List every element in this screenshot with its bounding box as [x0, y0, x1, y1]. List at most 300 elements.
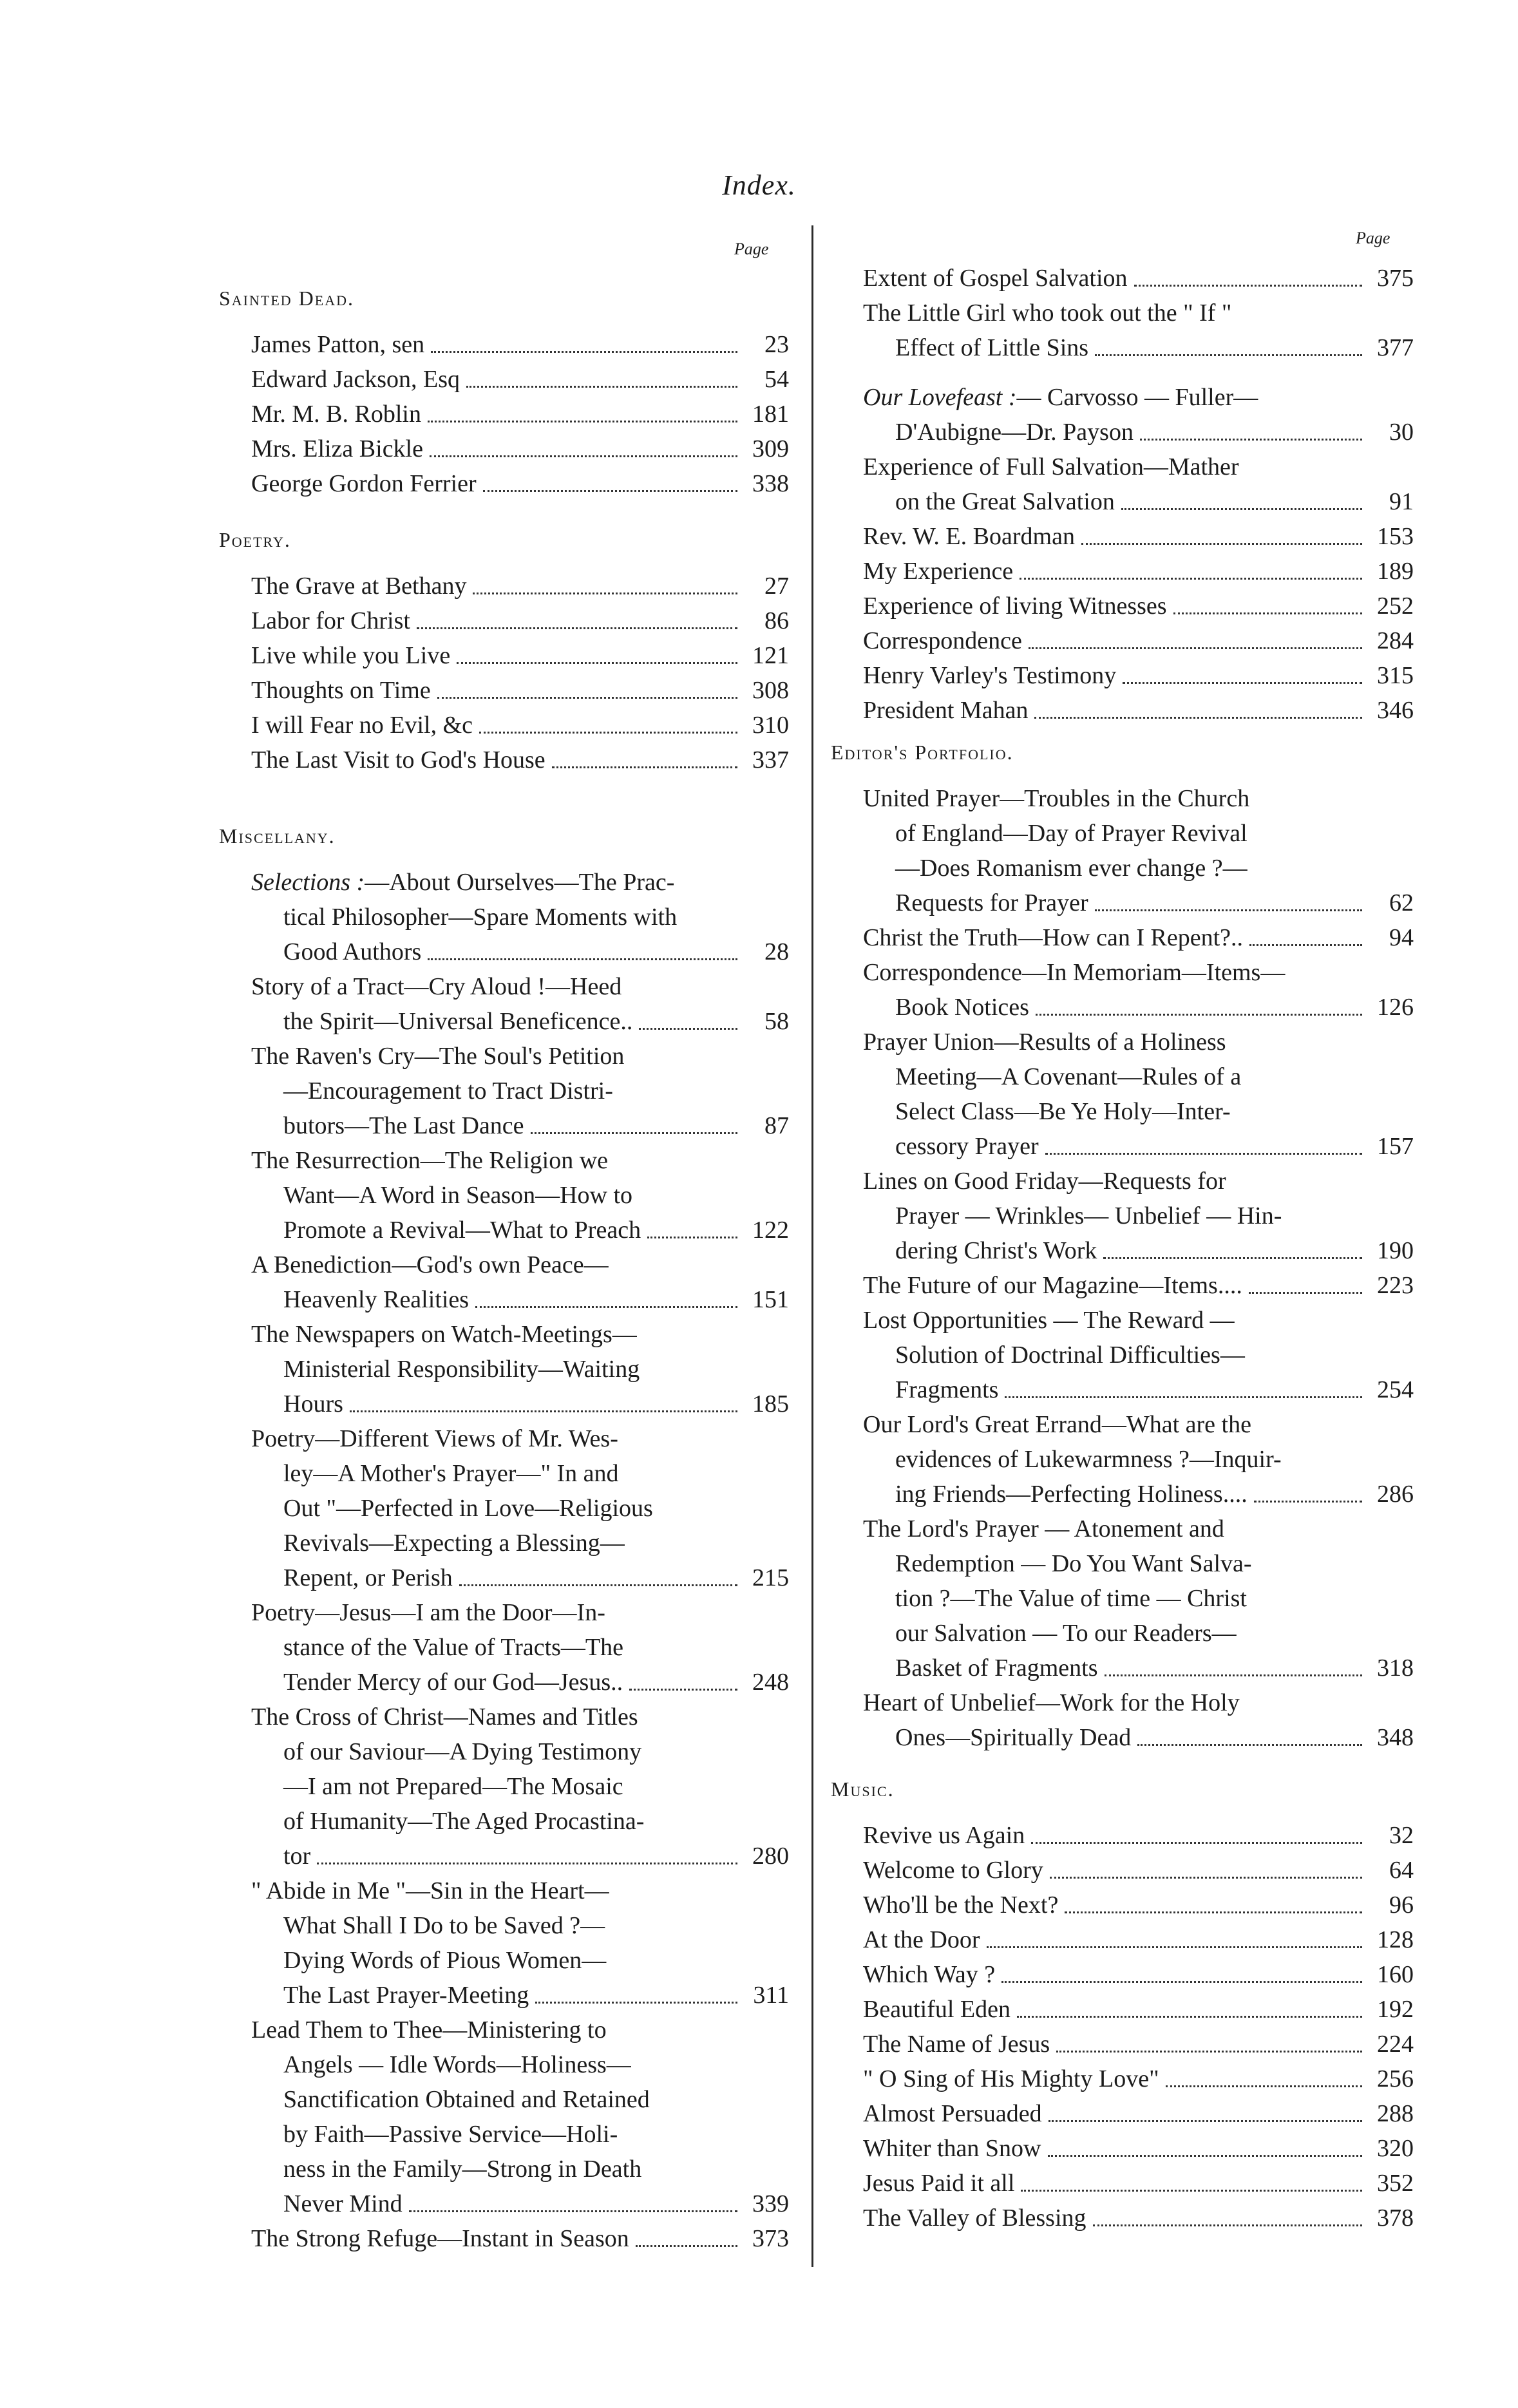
entry-line: [863, 623, 1414, 658]
index-entry: [219, 569, 789, 603]
index-entry: [219, 1700, 789, 1873]
section-editors-portfolio: [831, 741, 1414, 1755]
entry-line: [251, 2186, 789, 2221]
entry-line: [863, 330, 1414, 365]
entry-line: [251, 1769, 789, 1804]
entry-text: our Salvation — To our Readers—: [895, 1620, 1237, 1647]
entry-title: " O Sing of His Mighty Love": [863, 2065, 1159, 2092]
entry-line: [251, 1178, 789, 1213]
entry-title: Jesus Paid it all: [863, 2170, 1015, 2197]
entry-text: Effect of Little Sins: [895, 334, 1089, 361]
entry-text: the Spirit—Universal Beneficence..: [283, 1008, 633, 1035]
entry-list: [831, 1818, 1414, 2235]
dot-leader: [1050, 1877, 1362, 1879]
entry-line: [863, 1199, 1414, 1233]
entry-line: [863, 589, 1414, 623]
entry-line: [251, 1839, 789, 1873]
dot-leader: [473, 593, 737, 594]
page-number: 352: [1377, 2170, 1414, 2197]
page-number: 248: [752, 1669, 789, 1696]
entry-line: [251, 1317, 789, 1352]
entry-line: [251, 1491, 789, 1526]
dot-leader: [1137, 1744, 1362, 1746]
page-number: 378: [1377, 2204, 1414, 2232]
dot-leader: [1166, 2085, 1362, 2087]
entry-line: [251, 1560, 789, 1595]
column-divider: [811, 225, 813, 2267]
dot-leader: [466, 386, 737, 388]
dot-leader: [1045, 1153, 1362, 1155]
entry-text: Meeting—A Covenant—Rules of a: [895, 1063, 1242, 1090]
dot-leader: [987, 1946, 1362, 1948]
entry-line: [863, 1581, 1414, 1616]
entry-line: [251, 1978, 789, 2013]
dot-leader: [629, 1689, 737, 1691]
entry-line: [863, 261, 1414, 296]
page-number: 86: [764, 607, 789, 634]
dot-leader: [350, 1410, 737, 1412]
page-number: 91: [1389, 488, 1414, 515]
entry-line: [251, 1630, 789, 1665]
entry-text: butors—The Last Dance: [283, 1112, 524, 1139]
entry-line: [863, 296, 1414, 330]
entry-line: [863, 415, 1414, 450]
page-number: 338: [752, 470, 789, 497]
entry-text: Redemption — Do You Want Salva-: [895, 1550, 1252, 1577]
entry-line: [251, 1074, 789, 1108]
entry-text: —I am not Prepared—The Mosaic: [283, 1773, 623, 1800]
dot-leader: [1048, 2120, 1362, 2122]
index-entry: [831, 1303, 1414, 1407]
page-number: 185: [752, 1390, 789, 1417]
page-number: 375: [1377, 265, 1414, 292]
entry-list: [831, 781, 1414, 1755]
dot-leader: [1095, 909, 1362, 911]
entry-text: on the Great Salvation: [895, 488, 1115, 515]
entry-text: Lines on Good Friday—Requests for: [863, 1168, 1226, 1195]
dot-leader: [636, 2245, 737, 2247]
entry-text: Requests for Prayer: [895, 889, 1088, 916]
entry-title: At the Door: [863, 1926, 980, 1953]
entry-line: [251, 1908, 789, 1943]
entry-line: [251, 2152, 789, 2186]
dot-leader: [1134, 285, 1362, 287]
entry-line: [863, 1685, 1414, 1720]
index-entry: [831, 589, 1414, 623]
page-number: 160: [1377, 1961, 1414, 1988]
entry-line: [251, 1700, 789, 1734]
entry-line: [251, 1247, 789, 1282]
dot-leader: [1005, 1396, 1362, 1398]
entry-line: [251, 2117, 789, 2152]
entry-text: Revivals—Expecting a Blessing—: [283, 1530, 625, 1557]
index-entry: [831, 1957, 1414, 1992]
page-number: 192: [1377, 1996, 1414, 2023]
entry-text: Tender Mercy of our God—Jesus..: [283, 1669, 623, 1696]
dot-leader: [1249, 1292, 1362, 1294]
entry-title: Mr. M. B. Roblin: [251, 401, 421, 428]
entry-text: Experience of Full Salvation—Mather: [863, 453, 1239, 480]
section-title: Editor's Portfolio.: [831, 741, 1014, 764]
entry-text: evidences of Lukewarmness ?—Inquir-: [895, 1446, 1282, 1473]
section-top-entries: [831, 261, 1414, 365]
dot-leader: [1081, 543, 1362, 545]
entry-title: Welcome to Glory: [863, 1857, 1043, 1884]
entry-list: [831, 261, 1414, 365]
dot-leader: [1105, 1674, 1362, 1676]
entry-line: [863, 1233, 1414, 1268]
dot-leader: [417, 627, 737, 629]
index-entry: [831, 2062, 1414, 2096]
entry-text: The Newspapers on Watch-Meetings—: [251, 1321, 637, 1348]
entry-line: [251, 1804, 789, 1839]
page-number: 339: [752, 2190, 789, 2217]
entry-line: [863, 1616, 1414, 1651]
index-entry: [831, 1685, 1414, 1755]
entry-text: Solution of Doctrinal Difficulties—: [895, 1341, 1245, 1369]
index-entry: [219, 466, 789, 501]
entry-line: [251, 934, 789, 969]
page-number: 284: [1377, 627, 1414, 654]
dot-leader: [1001, 1981, 1362, 1983]
entry-line: [251, 2221, 789, 2256]
page-column-label: Page: [734, 240, 769, 258]
page-number: 348: [1377, 1724, 1414, 1751]
index-entry: [831, 955, 1414, 1025]
dot-leader: [1140, 439, 1362, 441]
index-entry: [219, 1595, 789, 1700]
page-number: 190: [1377, 1237, 1414, 1264]
entry-text: Hours: [283, 1390, 343, 1417]
entry-title: Whiter than Snow: [863, 2135, 1041, 2162]
entry-text: Our Lord's Great Errand—What are the: [863, 1411, 1251, 1438]
page-number: 151: [752, 1286, 789, 1313]
page-number: 87: [764, 1112, 789, 1139]
entry-line: [251, 1873, 789, 1908]
entry-text: Basket of Fragments: [895, 1654, 1098, 1682]
page-number: 121: [752, 642, 789, 669]
section-miscellany: [219, 824, 789, 2256]
index-entry: [219, 2013, 789, 2221]
page-number: 223: [1377, 1272, 1414, 1299]
entry-line: [863, 816, 1414, 851]
page-number: 256: [1377, 2065, 1414, 2092]
index-entry: [831, 2131, 1414, 2166]
page-column-label: Page: [1356, 229, 1390, 247]
entry-text: Promote a Revival—What to Preach: [283, 1217, 641, 1244]
dot-leader: [639, 1028, 737, 1030]
entry-line: [863, 955, 1414, 990]
section-music: [831, 1778, 1414, 2235]
entry-text: Poetry—Different Views of Mr. Wes-: [251, 1425, 618, 1452]
entry-text: —Encouragement to Tract Distri-: [283, 1077, 613, 1104]
index-entry: [831, 1818, 1414, 1853]
page-number: 27: [764, 573, 789, 600]
index-entry: [831, 1888, 1414, 1922]
page-number: 309: [752, 435, 789, 462]
entry-text: Select Class—Be Ye Holy—Inter-: [895, 1098, 1231, 1125]
index-entry: [831, 380, 1414, 450]
entry-text: ness in the Family—Strong in Death: [283, 2156, 642, 2183]
entry-line: [863, 1372, 1414, 1407]
index-entry: [831, 693, 1414, 728]
section-title: Poetry.: [219, 528, 291, 551]
index-entry: [831, 1164, 1414, 1268]
dot-leader: [1021, 2190, 1362, 2192]
page-number: 94: [1389, 924, 1414, 951]
dot-leader: [1123, 682, 1362, 684]
index-entry: [831, 920, 1414, 955]
entry-line: [251, 2013, 789, 2047]
entry-line: [863, 450, 1414, 484]
index-entry: [831, 554, 1414, 589]
page-number: 280: [752, 1843, 789, 1870]
entry-line: [863, 484, 1414, 519]
page-number: 377: [1377, 334, 1414, 361]
entry-line: [863, 1164, 1414, 1199]
entry-line: [863, 1651, 1414, 1685]
entry-line: [863, 1512, 1414, 1546]
entry-line: [251, 1213, 789, 1247]
entry-line: [863, 1720, 1414, 1755]
entry-text: The Future of our Magazine—Items....: [863, 1272, 1242, 1299]
entry-line: [863, 658, 1414, 693]
entry-text: Story of a Tract—Cry Aloud !—Heed: [251, 973, 622, 1000]
entry-text: United Prayer—Troubles in the Church: [863, 785, 1250, 812]
entry-line: [251, 1734, 789, 1769]
entry-line: [863, 851, 1414, 886]
entry-line: [863, 1477, 1414, 1512]
dot-leader: [475, 1306, 737, 1308]
entry-text: Dying Words of Pious Women—: [283, 1947, 607, 1974]
index-entry: [219, 397, 789, 431]
entry-line: [863, 1338, 1414, 1372]
dot-leader: [531, 1132, 737, 1134]
entry-text: Lead Them to Thee—Ministering to: [251, 2016, 607, 2043]
entry-text: Ones—Spiritually Dead: [895, 1724, 1132, 1751]
index-entry: [219, 865, 789, 969]
section-title: Sainted Dead.: [219, 287, 354, 310]
entry-title: The Name of Jesus: [863, 2031, 1050, 2058]
page-number: 32: [1389, 1822, 1414, 1849]
entry-text: The Lord's Prayer — Atonement and: [863, 1515, 1224, 1542]
entry-line: [251, 1387, 789, 1421]
entry-list: [219, 569, 789, 777]
entry-text: Lost Opportunities — The Reward —: [863, 1307, 1235, 1334]
entry-line: [863, 380, 1414, 415]
index-entry: [831, 658, 1414, 693]
entry-text: of Humanity—The Aged Procastina-: [283, 1808, 645, 1835]
page-number: 181: [752, 401, 789, 428]
page-number: 318: [1377, 1654, 1414, 1682]
entry-line: [863, 1546, 1414, 1581]
page-number: 215: [752, 1564, 789, 1591]
entry-line: [863, 519, 1414, 554]
page-number: 58: [764, 1008, 789, 1035]
entry-text: The Strong Refuge—Instant in Season: [251, 2225, 629, 2252]
entry-text: Sanctification Obtained and Retained: [283, 2086, 650, 2113]
index-entry: [219, 1873, 789, 2013]
dot-leader: [1095, 354, 1362, 356]
index-entry: [831, 1268, 1414, 1303]
entry-text: Selections :—About Ourselves—The Prac-: [251, 869, 675, 896]
index-entry: [831, 623, 1414, 658]
entry-text: Heart of Unbelief—Work for the Holy: [863, 1689, 1240, 1716]
entry-text: Christ the Truth—How can I Repent?..: [863, 924, 1244, 951]
entry-text: The Last Prayer-Meeting: [283, 1982, 529, 2009]
index-entry: [831, 450, 1414, 519]
page-number: 54: [764, 366, 789, 393]
index-entry: [219, 327, 789, 362]
entry-line: [251, 1352, 789, 1387]
entry-text: The Little Girl who took out the " If ": [863, 299, 1232, 327]
section-title: Music.: [831, 1778, 895, 1801]
entry-line: [251, 865, 789, 900]
page-number: 23: [764, 331, 789, 358]
dot-leader: [1036, 1014, 1362, 1016]
entry-text: President Mahan: [863, 697, 1029, 724]
entry-line: [251, 1526, 789, 1560]
index-entry: [219, 638, 789, 673]
entry-title: The Grave at Bethany: [251, 573, 467, 600]
page-number: 62: [1389, 889, 1414, 916]
entry-text: —Does Romanism ever change ?—: [895, 855, 1248, 882]
dot-leader: [1034, 717, 1362, 719]
index-entry: [219, 743, 789, 777]
page-number: 308: [752, 677, 789, 704]
dot-leader: [437, 697, 737, 699]
entry-title: Live while you Live: [251, 642, 451, 669]
entry-title: Which Way ?: [863, 1961, 996, 1988]
page-number: 311: [753, 1982, 789, 2009]
entry-list: [219, 327, 789, 501]
index-entry: [219, 1317, 789, 1421]
entry-title: James Patton, sen: [251, 331, 425, 358]
dot-leader: [409, 2210, 737, 2212]
entry-line: [863, 990, 1414, 1025]
entry-text: Never Mind: [283, 2190, 403, 2217]
entry-title: Beautiful Eden: [863, 1996, 1010, 2023]
entry-text: The Raven's Cry—The Soul's Petition: [251, 1043, 625, 1070]
section-lovefeast: [831, 380, 1414, 728]
entry-line: [863, 1025, 1414, 1059]
entry-line: [863, 1129, 1414, 1164]
page-number: 30: [1389, 419, 1414, 446]
index-entry: [831, 781, 1414, 920]
index-entry: [831, 2201, 1414, 2235]
entry-text: Want—A Word in Season—How to: [283, 1182, 633, 1209]
entry-title: Labor for Christ: [251, 607, 410, 634]
dot-leader: [1173, 612, 1362, 614]
page-number: 126: [1377, 994, 1414, 1021]
entry-text: ley—A Mother's Prayer—" In and: [283, 1460, 619, 1487]
entry-title: Mrs. Eliza Bickle: [251, 435, 423, 462]
dot-leader: [1249, 944, 1362, 946]
entry-line: [863, 1268, 1414, 1303]
index-entry: [219, 1143, 789, 1247]
entry-text: What Shall I Do to be Saved ?—: [283, 1912, 605, 1939]
entry-text: of England—Day of Prayer Revival: [895, 820, 1248, 847]
dot-leader: [479, 732, 737, 734]
entry-text: Henry Varley's Testimony: [863, 662, 1117, 689]
dot-leader: [428, 421, 737, 422]
page-number: 28: [764, 938, 789, 965]
entry-line: [863, 1407, 1414, 1442]
entry-line: [251, 1421, 789, 1456]
entry-text: Poetry—Jesus—I am the Door—In-: [251, 1599, 605, 1626]
subsection-label: Selections :: [251, 869, 365, 896]
entry-text: My Experience: [863, 558, 1014, 585]
index-entry: [219, 603, 789, 638]
entry-text: of our Saviour—A Dying Testimony: [283, 1738, 642, 1765]
page-number: 254: [1377, 1376, 1414, 1403]
index-entry: [831, 1025, 1414, 1164]
index-entry: [219, 2221, 789, 2256]
entry-text: Angels — Idle Words—Holiness—: [283, 2051, 631, 2078]
entry-text: D'Aubigne—Dr. Payson: [895, 419, 1134, 446]
page-number: 224: [1377, 2031, 1414, 2058]
entry-text: Extent of Gospel Salvation: [863, 265, 1128, 292]
index-entry: [831, 296, 1414, 365]
index-entry: [831, 1992, 1414, 2027]
subsection-label: Our Lovefeast :: [863, 384, 1017, 411]
dot-leader: [428, 958, 737, 960]
dot-leader: [1029, 647, 1362, 649]
page-number: 288: [1377, 2100, 1414, 2127]
index-entry: [831, 1922, 1414, 1957]
entry-text: Fragments: [895, 1376, 999, 1403]
entry-title: The Valley of Blessing: [863, 2204, 1086, 2232]
index-entry: [219, 708, 789, 743]
entry-text: cessory Prayer: [895, 1133, 1039, 1160]
entry-text: Rev. W. E. Boardman: [863, 523, 1075, 550]
entry-text: tion ?—The Value of time — Christ: [895, 1585, 1247, 1612]
entry-line: [251, 1004, 789, 1039]
dot-leader: [483, 490, 737, 492]
section-poetry: [219, 528, 789, 777]
index-entry: [219, 362, 789, 397]
entry-text: Book Notices: [895, 994, 1029, 1021]
index-entry: [219, 1039, 789, 1143]
entry-line: [863, 1094, 1414, 1129]
entry-text: dering Christ's Work: [895, 1237, 1097, 1264]
page-number: 64: [1389, 1857, 1414, 1884]
entry-text: The Resurrection—The Religion we: [251, 1147, 609, 1174]
entry-line: [251, 1943, 789, 1978]
entry-line: [863, 886, 1414, 920]
entry-line: [863, 1442, 1414, 1477]
dot-leader: [552, 766, 737, 768]
entry-line: [863, 693, 1414, 728]
index-entry: [219, 673, 789, 708]
page-number: 373: [752, 2225, 789, 2252]
page-number: 337: [752, 746, 789, 773]
entry-line: [863, 920, 1414, 955]
page-title: Index.: [722, 169, 796, 201]
entry-text: The Cross of Christ—Names and Titles: [251, 1703, 638, 1730]
dot-leader: [1254, 1501, 1362, 1503]
entry-text: Correspondence—In Memoriam—Items—: [863, 959, 1286, 986]
entry-title: George Gordon Ferrier: [251, 470, 477, 497]
entry-line: [251, 1595, 789, 1630]
entry-line: [863, 554, 1414, 589]
entry-text: Prayer — Wrinkles— Unbelief — Hin-: [895, 1202, 1282, 1229]
entry-title: Revive us Again: [863, 1822, 1025, 1849]
page-number: 128: [1377, 1926, 1414, 1953]
index-entry: [831, 2096, 1414, 2131]
entry-text: A Benediction—God's own Peace—: [251, 1251, 609, 1278]
index-entry: [831, 2027, 1414, 2062]
